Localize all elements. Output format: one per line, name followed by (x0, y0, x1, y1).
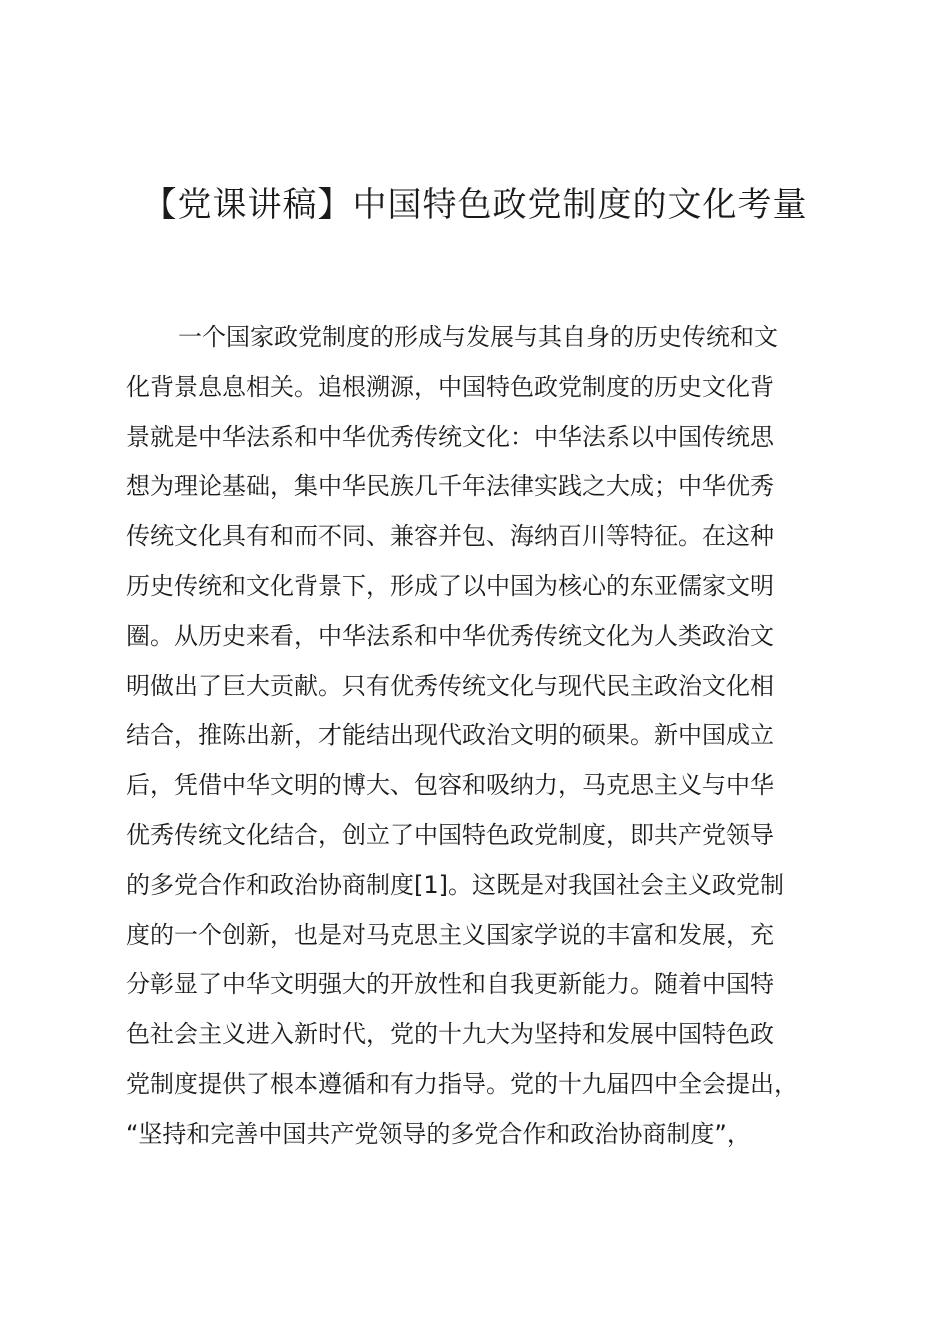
body-line: 色社会主义进入新时代，党的十九大为坚持和发展中国特色政 (126, 1020, 774, 1049)
body-line: 圈。从历史来看，中华法系和中华优秀传统文化为人类政治文 (126, 621, 774, 650)
body-line: 结合，推陈出新，才能结出现代政治文明的硕果。新中国成立 (126, 721, 774, 750)
document-title: 【党课讲稿】中国特色政党制度的文化考量 (142, 185, 808, 225)
body-line: 度的一个创新，也是对马克思主义国家学说的丰富和发展，充 (126, 920, 774, 949)
body-line: 化背景息息相关。追根溯源，中国特色政党制度的历史文化背 (126, 372, 774, 401)
body-line: 党制度提供了根本遵循和有力指导。党的十九届四中全会提出， (126, 1069, 798, 1098)
body-line: “坚持和完善中国共产党领导的多党合作和政治协商制度”， (126, 1119, 751, 1148)
body-line: 后，凭借中华文明的博大、包容和吸纳力，马克思主义与中华 (126, 771, 774, 800)
body-line: 分彰显了中华文明强大的开放性和自我更新能力。随着中国特 (126, 970, 774, 999)
body-line: 明做出了巨大贡献。只有优秀传统文化与现代民主政治文化相 (126, 671, 774, 700)
document-body (126, 313, 866, 1160)
body-line: 优秀传统文化结合，创立了中国特色政党制度，即共产党领导 (126, 820, 774, 849)
body-line: 想为理论基础，集中华民族几千年法律实践之大成；中华优秀 (126, 472, 774, 501)
body-line: 景就是中华法系和中华优秀传统文化：中华法系以中国传统思 (126, 422, 774, 451)
body-line: 的多党合作和政治协商制度[1]。这既是对我国社会主义政党制 (126, 870, 784, 899)
body-line: 传统文化具有和而不同、兼容并包、海纳百川等特征。在这种 (126, 522, 774, 551)
body-line: 一个国家政党制度的形成与发展与其自身的历史传统和文 (178, 323, 778, 351)
body-line: 历史传统和文化背景下，形成了以中国为核心的东亚儒家文明 (126, 571, 774, 600)
